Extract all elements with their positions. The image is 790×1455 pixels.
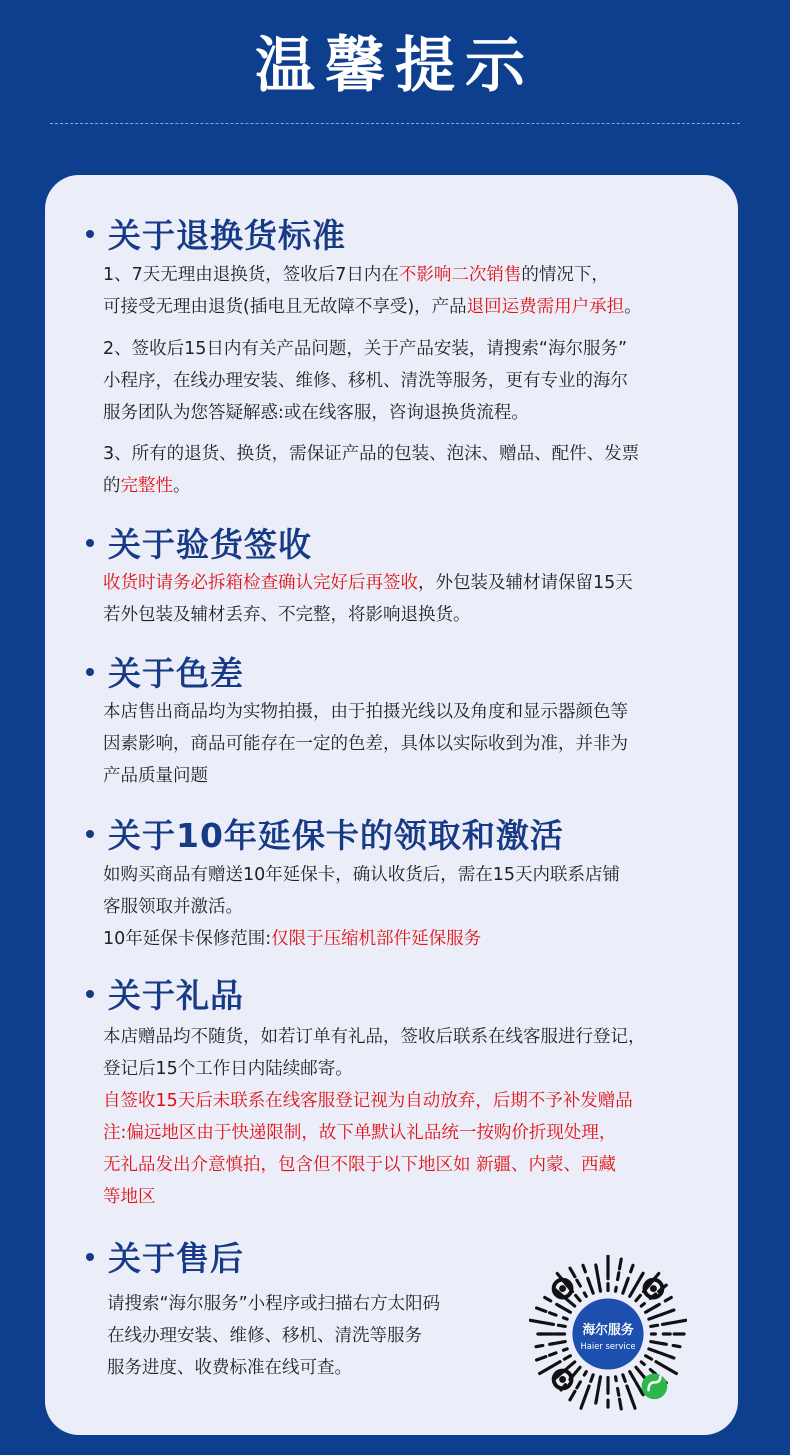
highlighted-text: 完整性 — [120, 476, 173, 496]
body-text: 。 — [173, 476, 191, 496]
section-title: 关于验货签收 — [108, 525, 312, 564]
text-line — [103, 365, 723, 397]
paragraph — [103, 333, 723, 429]
body-text: 在线办理安装、维修、移机、清洗等服务 — [107, 1326, 422, 1346]
sun-code-ray — [567, 1362, 575, 1368]
paragraph — [103, 259, 723, 323]
text-line — [103, 259, 723, 291]
sun-code-ray — [550, 1313, 556, 1315]
highlighted-text: 不影响二次销售 — [398, 265, 522, 285]
divider — [50, 123, 740, 124]
highlighted-text: 无礼品发出介意慎拍，包含但不限于以下地区如 新疆、内蒙、西藏 — [103, 1155, 617, 1175]
section-title: 关于色差 — [108, 654, 244, 693]
sun-code-ray — [570, 1268, 575, 1277]
paragraph — [103, 438, 723, 502]
body-text: 2、签收后15日内有关产品问题，关于产品安装，请搜索“海尔服务” — [103, 339, 628, 359]
sun-code-ray — [646, 1356, 652, 1359]
sun-code-ray — [558, 1325, 565, 1326]
sun-code-ray — [552, 1362, 561, 1367]
sun-code-ray — [641, 1304, 644, 1307]
sun-code-ray — [596, 1399, 597, 1403]
bullet-dot — [86, 668, 94, 676]
text-line — [103, 728, 723, 760]
body-text: 产品质量问题 — [103, 766, 208, 786]
text-line — [103, 397, 723, 429]
sun-code-ray — [591, 1375, 593, 1381]
section-title: 关于退换货标准 — [108, 216, 346, 255]
sun-code-ray — [627, 1386, 630, 1395]
highlighted-text: 退回运费需用户承担 — [466, 297, 625, 317]
section-heading-after-sales — [82, 1233, 244, 1280]
text-line — [103, 567, 723, 599]
paragraph — [103, 859, 723, 955]
bullet-dot — [86, 539, 94, 547]
text-line — [103, 923, 723, 955]
sun-code-ray — [596, 1265, 597, 1269]
sun-code-ray — [576, 1295, 580, 1300]
sun-code-ray — [584, 1293, 586, 1296]
sun-code-finder-dot — [650, 1285, 657, 1292]
sun-code-ray — [670, 1357, 674, 1358]
sun-code-ray — [650, 1370, 655, 1374]
sun-code-ray — [599, 1281, 601, 1291]
body-text: 10年延保卡保修范围: — [103, 929, 272, 949]
sun-code-ray — [618, 1273, 619, 1280]
body-text: 的情况下， — [521, 265, 609, 285]
text-line — [103, 599, 723, 631]
text-line — [103, 859, 723, 891]
body-text: 本店赠品均不随货，如若订单有礼品，签收后联系在线客服进行登记， — [103, 1027, 646, 1047]
body-text: 1、7天无理由退换货，签收后7日内在 — [103, 265, 399, 285]
text-line — [103, 760, 723, 792]
sun-code-ray — [651, 1325, 658, 1326]
sun-code-brand-subtext: Haier service — [580, 1340, 636, 1351]
sun-code-ray — [662, 1344, 666, 1345]
section-heading-inspection — [82, 519, 312, 566]
section-title: 关于礼品 — [108, 976, 244, 1015]
page-title: 温馨提示 — [255, 31, 535, 101]
text-line — [103, 438, 723, 470]
section-title: 关于售后 — [108, 1239, 244, 1278]
text-line — [103, 291, 723, 323]
text-line — [103, 1085, 723, 1117]
highlighted-text: 注:偏远地区由于快递限制，故下单默认礼品统一按购价折现处理， — [103, 1123, 617, 1143]
sun-code-ray — [630, 1372, 635, 1381]
text-line — [103, 470, 723, 502]
text-line — [103, 1053, 723, 1085]
body-text: 的 — [103, 476, 121, 496]
sun-code-ray — [545, 1297, 551, 1300]
sun-code-ray — [530, 1320, 543, 1322]
sun-code-ray — [563, 1318, 567, 1319]
sun-code-ray — [665, 1367, 676, 1373]
text-line — [103, 891, 723, 923]
sun-code-ray — [564, 1356, 570, 1359]
miniprogram-badge-icon — [642, 1374, 668, 1400]
section-heading-color-difference — [82, 648, 244, 695]
paragraph — [103, 567, 723, 631]
body-text: 小程序，在线办理安装、维修、移机、清洗等服务，更有专业的海尔 — [103, 371, 628, 391]
sun-code-ray — [599, 1377, 601, 1387]
text-line — [103, 1117, 723, 1149]
body-text: ，外包装及辅材请保留15天 — [418, 573, 633, 593]
text-line — [103, 696, 723, 728]
sun-code-ray — [662, 1323, 672, 1325]
body-text: 。 — [624, 297, 642, 317]
sun-code-ray — [649, 1349, 658, 1352]
sun-code-ray — [656, 1362, 665, 1367]
sun-code-ray — [641, 1391, 643, 1394]
body-text: 服务团队为您答疑解惑:或在线客服，咨询退换货流程。 — [103, 403, 529, 423]
sun-code-ray — [623, 1375, 625, 1381]
sun-code-ray — [557, 1304, 560, 1306]
sun-code-finder-dot — [559, 1285, 566, 1292]
highlighted-text: 自签收15天后未联系在线客服登记视为自动放弃，后期不予补发赠品 — [103, 1091, 633, 1111]
sun-code-ray — [631, 1396, 635, 1408]
section-heading-warranty-card — [82, 810, 564, 857]
section-heading-return-standard — [82, 210, 346, 257]
sun-code-ray — [649, 1316, 658, 1319]
bullet-dot — [86, 830, 94, 838]
sun-code-ray — [563, 1349, 567, 1350]
highlighted-text: 仅限于压缩机部件延保服务 — [271, 929, 482, 949]
section-heading-gifts — [82, 970, 244, 1017]
sun-code-finder-dot — [559, 1376, 566, 1383]
body-text: 登记后15个工作日内陆续邮寄。 — [103, 1059, 353, 1079]
sun-code-ray — [544, 1323, 554, 1325]
section-title: 关于10年延保卡的领取和激活 — [108, 816, 564, 855]
sun-code-ray — [550, 1353, 556, 1355]
sun-code-ray — [581, 1396, 585, 1408]
body-text: 如购买商品有赠送10年延保卡，确认收货后，需在15天内联系店铺 — [103, 865, 621, 885]
sun-code-ray — [656, 1304, 659, 1306]
sun-code-ray — [616, 1287, 617, 1291]
sun-code-ray — [584, 1372, 586, 1375]
sun-code-ray — [619, 1259, 621, 1269]
body-text: 服务进度、收费标准在线可查。 — [107, 1358, 352, 1378]
notice-card — [45, 175, 738, 1435]
text-line — [103, 1021, 723, 1053]
body-text: 可接受无理由退货(插电且无故障不享受)，产品 — [103, 297, 467, 317]
body-text: 请搜索“海尔服务”小程序或扫描右方太阳码 — [107, 1294, 441, 1314]
sun-code-ray — [567, 1300, 575, 1306]
miniprogram-sun-code-icon[interactable] — [529, 1255, 687, 1413]
sun-code-ray — [619, 1399, 621, 1409]
paragraph — [103, 1021, 723, 1213]
bullet-dot — [86, 990, 94, 998]
sun-code-ray — [631, 1265, 633, 1271]
sun-code-ray — [636, 1295, 640, 1300]
text-line — [103, 1181, 723, 1213]
sun-code-ray — [618, 1388, 619, 1395]
text-line — [103, 1149, 723, 1181]
sun-code-ray — [641, 1273, 643, 1276]
bullet-dot — [86, 230, 94, 238]
sun-code-ray — [670, 1310, 674, 1311]
paragraph — [103, 696, 723, 792]
sun-code-ray — [673, 1345, 680, 1346]
highlighted-text: 等地区 — [103, 1187, 156, 1207]
sun-code-ray — [577, 1382, 580, 1388]
sun-code-ray — [583, 1265, 585, 1271]
highlighted-text: 收货时请务必拆箱检查确认完好后再签收 — [103, 573, 418, 593]
sun-code-ray — [537, 1357, 546, 1360]
sun-code-ray — [537, 1308, 546, 1311]
sun-code-ray — [641, 1362, 644, 1365]
sun-code-ray — [586, 1386, 589, 1395]
sun-code-ray — [570, 1391, 575, 1400]
body-text: 3、所有的退货、换货，需保证产品的包装、泡沫、赠品、配件、发票 — [103, 444, 640, 464]
body-text: 客服领取并激活。 — [103, 897, 243, 917]
sun-code-ray — [616, 1377, 617, 1381]
sun-code-ray — [588, 1278, 589, 1282]
sun-code-ray — [627, 1278, 628, 1282]
sun-code-ray — [665, 1297, 671, 1300]
bullet-dot — [86, 1253, 94, 1261]
sun-code-ray — [630, 1288, 635, 1297]
sun-code-ray — [673, 1320, 686, 1322]
body-text: 若外包装及辅材丢弃、不完整，将影响退换货。 — [103, 605, 471, 625]
body-text: 因素影响，商品可能存在一定的色差，具体以实际收到为准，并非为 — [103, 734, 628, 754]
sun-code-ray — [577, 1280, 580, 1286]
body-text: 本店售出商品均为实物拍摄，由于拍摄光线以及角度和显示器颜色等 — [103, 702, 628, 722]
sun-code-ray — [550, 1344, 554, 1345]
sun-code-ray — [536, 1345, 543, 1346]
sun-code-ray — [540, 1367, 551, 1373]
text-line — [103, 333, 723, 365]
sun-code-brand-text: 海尔服务 — [582, 1323, 634, 1338]
